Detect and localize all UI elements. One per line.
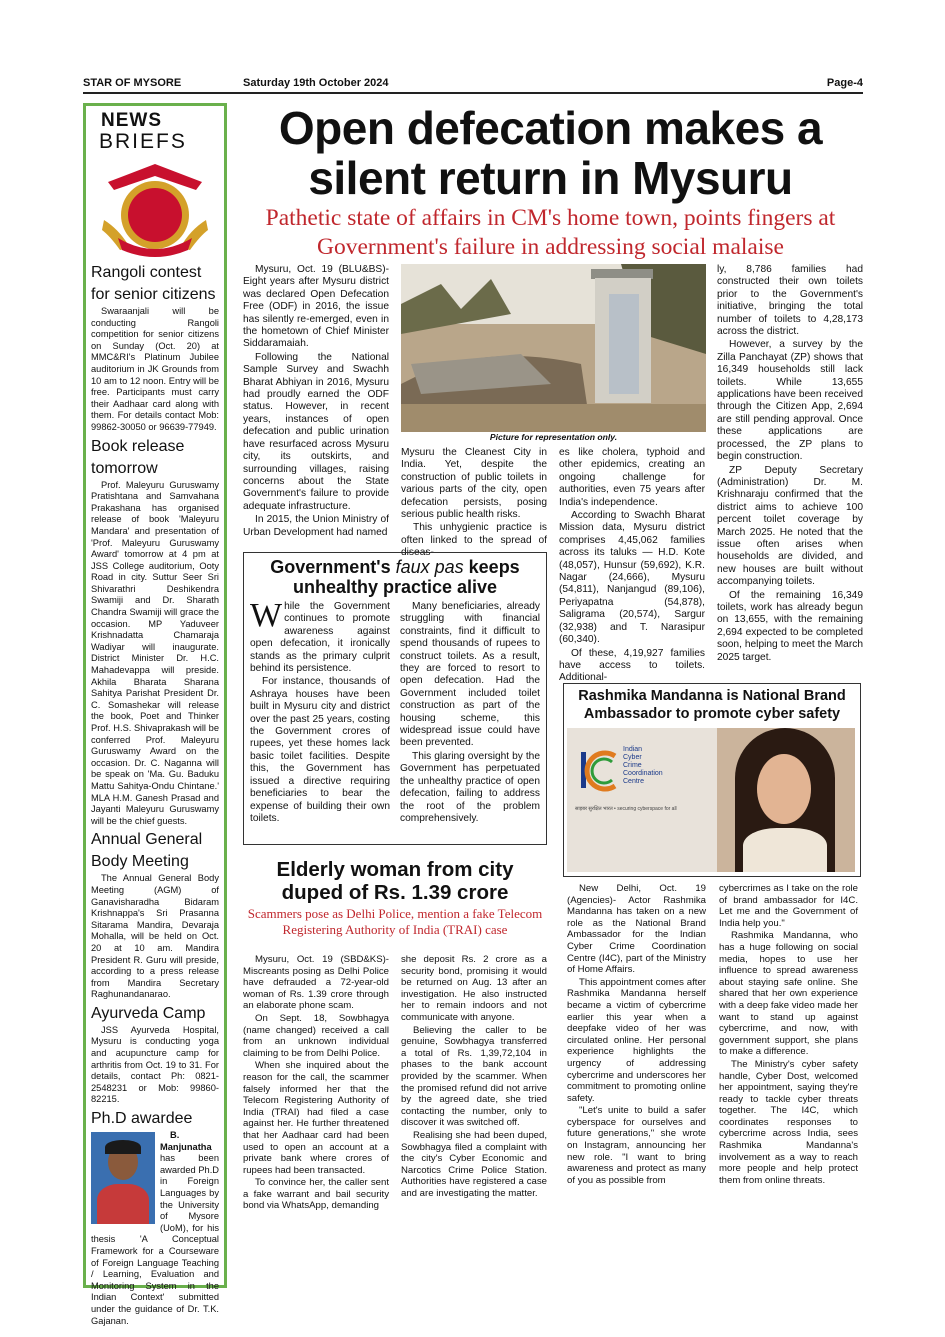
elderly-subheadline: Scammers pose as Delhi Police, mention a fake Telecom Registering Authority of India (TRAI) case — [247, 906, 543, 937]
faux-pas-column-1: While the Government continues to promote awareness against open defecation, it ironically stands as the primary culprit behind its persistence. For instance, thousands of Ashraya houses have been built in Mysuru city and district over the past 25 years, costing the Government crores of rupees, yet these homes lack basic toilet facilities. Despite this, the Government has issued a directive requiring beneficiaries to bear the expense of building their own toilets. — [250, 597, 390, 824]
rashmika-photo — [567, 728, 855, 872]
star-of-mysore-47-logo — [100, 160, 210, 258]
paper-name: STAR OF MYSORE — [83, 77, 182, 89]
lead-headline: Open defecation makes a silent return in Mysuru — [278, 102, 823, 204]
brief-body: B. Manjunatha has been awarded Ph.D in Foreign Languages by the University of Mysore (UoM), for his thesis 'A Conceptual Framework for a Courseware of Foreign Language Teaching / Learning, Evaluation and Monitoring System in the Indian Context' submitted under the guidance of Dr. T.K. Gajanan. — [91, 1130, 220, 1326]
brief-body: The Annual General Body Meeting (AGM) of Ganavisharadha Bidaram Krishnappa's Sri Prasanna Sitarama Mandira, Devaraja Mohalla, will be held on Oct. 20 at 10 am. Mandira President R. Guru will preside, according to a press release from Mandira Secretary Raghunandanarao. — [91, 873, 219, 1000]
news-briefs-sidebar — [83, 103, 227, 1326]
briefs-title-briefs: BRIEFS — [99, 130, 187, 153]
rashmika-column-1: New Delhi, Oct. 19 (Agencies)- Actor Rashmika Mandanna has taken on a new role as the National Brand Ambassador for the Indian Cyber Crime Coordination Centre (I4C), part of the Ministry of Home Affairs. This appointment comes after Rashmika Mandanna herself became a victim of cybercrime earlier this year when a deepfake video of her was circulated online. Her personal experience highlights the urgency of addressing cybercrime and underscores her commitment to promoting online safety. "Let's unite to build a safer cyberspace for ourselves and future generations," she wrote on Instagram, announcing her new role. "I want to bring awareness and protect as many of you as possible from — [567, 883, 706, 1186]
lead-column-1: Mysuru, Oct. 19 (BLU&BS)- Eight years after Mysuru district was declared Open Defecation Free (ODF) in 2016, the issue has silently re-emerged, even in the hometown of Chief Minister Siddaramaiah. Following the National Sample Survey and Swachh Bharat Abhiyan in 2016, Mysuru had proudly earned the ODF status. However, in recent years, instances of open defecation and public urination have resurfaced across Mysuru city, its outskirts, and surrounding villages, raising concerns about the State Government's failure to provide adequate infrastructure. In 2015, the Union Ministry of Urban Development had named — [243, 264, 389, 538]
photo-caption: Picture for representation only. — [489, 432, 618, 442]
elderly-story-header — [243, 858, 547, 937]
page-number: Page-4 — [826, 77, 863, 89]
brief-heading: Annual General Body Meeting — [91, 831, 203, 871]
brief-body: Swaraanjali will be conducting Rangoli competition for senior citizens on Sunday (Oct. 20) at MMC&RI's Platinum Jubilee auditorium in JK Grounds from 10 am to 12 noon. Entry will be free. Participants must carry their Aadhaar card along with them. For details contact Mob: 99862-30050 or 96639-77949. — [91, 306, 219, 432]
lead-column-2: Mysuru the Cleanest City in India. Yet, despite the construction of public toilets in various parts of the city, open defecation persists, posing serious public health risks. This unhygienic practice is often linked to the spread of diseas- — [401, 447, 547, 559]
lead-column-4: ly, 8,786 families had constructed their own toilets prior to the Government's initiative, bringing the total number of toilets to 4,28,173 across the district. However, a survey by the Zilla Panchayat (ZP) shows that 16,349 households still lack toilets. While 13,655 applications have been received through the Citizen App, 2,694 are still pending approval. Once these applications are processed, the ZP plans to begin construction. ZP Deputy Secretary (Administration) Dr. M. Krishnaraju confirmed that the district aims to achieve 100 percent toilet coverage by March 2025. He noted that the issue often arises when households are divided, and new houses are built without accompanying toilets. Of the remaining 16,349 toilets, work has already begun on 13,655, with the remaining 2,694 expected to be completed soon, helping to meet the March 2025 target. — [717, 264, 863, 663]
i4c-logo-icon — [579, 746, 619, 796]
toilet-photo — [401, 264, 706, 432]
brief-heading: Rangoli contest for senior citizens — [91, 264, 216, 303]
elderly-column-2: she deposit Rs. 2 crore as a security bond, promising it would be returned on Aug. 13 after an investigation. He also instructed her to remain indoors and not communicate with anyone. Believing the caller to be genuine, Sowbhagya transferred a total of Rs. 1,39,72,104 in phases to the bank account provided by the scammer. When the promised refund did not arrive by the agreed date, she tried contacting the number, only to discover it was switched off. Realising she had been duped, Sowbhagya filed a complaint with the city's Cyber Economic and Narcotics Crime Police Station. Authorities have registered a case and are investigating the matter. — [401, 954, 547, 1199]
faux-pas-title: Government's faux pas keeps unhealthy practice alive — [270, 557, 520, 597]
faux-pas-box — [243, 552, 547, 845]
awardee-photo — [91, 1132, 155, 1224]
i4c-tagline: साइबर सुरक्षित भारत • securing cyberspace for all — [575, 806, 677, 812]
briefs-title-news: NEWS — [101, 110, 162, 131]
lead-subheadline: Pathetic state of affairs in CM's home town, points fingers at Government's failure in addressing social malaise — [265, 205, 836, 260]
anniversary-logo — [100, 160, 210, 258]
rashmika-box — [563, 683, 861, 877]
elderly-headline: Elderly woman from city duped of Rs. 1.39 crore — [276, 858, 514, 904]
lead-photo — [401, 264, 706, 442]
issue-date: Saturday 19th October 2024 — [243, 77, 389, 89]
faux-pas-column-2: Many beneficiaries, already struggling with financial constraints, find it difficult to spend thousands of rupees to construct toilets. As a result, they are forced to resort to open defecation. Had the Government included toilet construction as part of the housing scheme, this widespread issue could have been prevented. This glaring oversight by the Government has perpetuated the unhealthy practice of open defecation, failing to address the root of the problem comprehensively. — [400, 601, 540, 824]
brief-heading: Ph.D awardee — [91, 1110, 193, 1128]
brief-heading: Book release tomorrow — [91, 437, 185, 477]
brief-body: Prof. Maleyuru Guruswamy Pratishtana and Samvahana Prakashana has organised release of book 'Maleyuru Mandara' and presentation of 'Prof. Maleyuru Guruswamy Award' tomorrow at 4 pm at JSS College auditorium, Ooty Road in city. Suttur Seer Sri Shivarathri Deshikendra Swamiji and Dr. Sharath Chandra Swamiji will grace the occasion. MP Yaduveer Krishnadatta Chamaraja Wadiyar will inaugurate. District Minister Dr. H.C. Mahadevappa will preside. Akhila Bharata Sharana Sahitya Parishat President Dr. C. Somashekar will release the book, Poet and Thinker Prof. H.S. Shivaprakash will be conferred Prof. Maleyuru Guruswamy Award on the occasion. Dr. C. Naganna will be speak on 'Ma. Gu. Baduku Mattu Sahitya-Ondu Chintane.' MLA H.M. Ganesh Prasad and Jayanti Maleyuru Guruswamy will be the chief guests. — [91, 479, 219, 826]
i4c-logo-text: Indian Cyber Crime Coordination Centre — [623, 746, 663, 785]
elderly-column-1: Mysuru, Oct. 19 (SBD&KS)- Miscreants posing as Delhi Police have defrauded a 72-year-old woman of Rs. 1.39 crore through an elaborate phone scam. On Sept. 18, Sowbhagya (name changed) received a call from an unknown individual claiming to be from Delhi Police. When she inquired about the reason for the call, the scammer falsely informed her that the Telecom Registering Authority of India (TRAI) had filed a case against her. He further threatened that her Aadhaar card had been used to open an account at a private bank where crores of rupees had been transacted. To convince her, the caller sent a fake warrant and bail security bond via WhatsApp, demanding — [243, 954, 389, 1212]
brief-heading: Ayurveda Camp — [91, 1004, 206, 1022]
masthead — [83, 74, 863, 94]
rashmika-headline: Rashmika Mandanna is National Brand Ambassador to promote cyber safety — [578, 688, 846, 722]
brief-body: JSS Ayurveda Hospital, Mysuru is conducting yoga and acupuncture camp for arthritis from Oct. 19 to 31. For details, contact Ph: 0821-2548231 or Mob: 99860-82215. — [91, 1024, 219, 1105]
lead-column-3: es like cholera, typhoid and other epidemics, creating an ongoing challenge for authorities, even 75 years after India's independence. According to Swachh Bharat Mission data, Mysuru district comprises 4,45,062 families across its taluks — H.D. Kote (48,057), Hunsur (59,692), K.R. Nagar (24,666), Mysuru (54,811), Nanjangud (89,106), Periyapatna (54,878), Saligrama (20,574), Sargur (32,938) and T. Narasipur (60,340). Of these, 4,19,927 families have access to toilets. Additional- — [559, 447, 705, 684]
rashmika-column-2: cybercrimes as I take on the role of brand ambassador for I4C. Let me and the Government of India help you." Rashmika Mandanna, who has a huge following on social media, hopes to use her influence to spread awareness about staying safe online. She shared that her own experience with a deep fake video made her want to stand up against cybercrime, and now, with government support, she plans to make a difference. The Ministry's cyber safety handle, Cyber Dost, welcomed her appointment, saying they're ready to tackle cyber threats together. The I4C, which coordinates responses to cybercrime across India, sees Rashmika Mandanna's involvement as a way to reach more people and help protect them from online threats. — [719, 883, 858, 1186]
